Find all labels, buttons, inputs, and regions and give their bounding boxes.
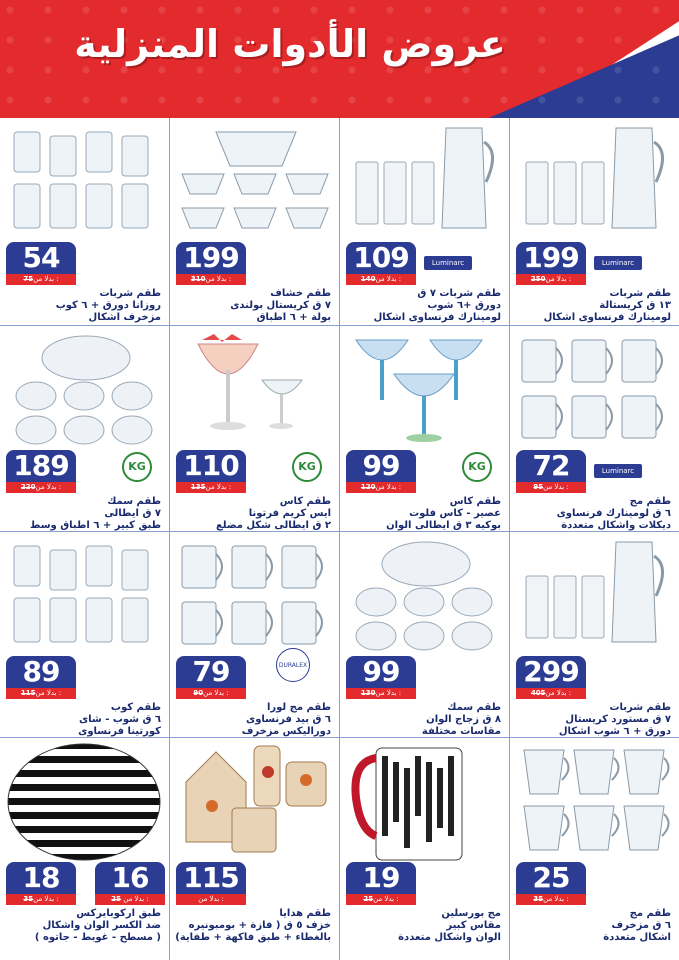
old-price: 310 <box>190 275 206 283</box>
description-line: طبق اركوبايركس <box>76 908 161 919</box>
was-prefix: بدلا من : <box>205 483 232 491</box>
description-line: طقم كاس <box>449 496 501 507</box>
was-prefix: بدلا من : <box>35 689 62 697</box>
was-prefix: بدلا من : <box>203 689 229 697</box>
description-line: اشكال متعددة <box>603 932 671 943</box>
price-tag: 89 <box>6 656 76 688</box>
was-price <box>516 894 586 905</box>
description-line: ٧ ق مستورد كريستال <box>565 714 671 725</box>
old-price: 250 <box>530 275 546 283</box>
was-prefix: بدلا من : <box>543 483 569 491</box>
product-card[interactable] <box>170 118 339 323</box>
kg-logo: KG <box>292 452 322 482</box>
old-price: 35 <box>533 895 544 903</box>
was-price <box>346 688 416 699</box>
description-line: بالغطاء + طبق فاكهة + طفاية) <box>175 932 331 943</box>
description-line: ٢ ق ايطالى شكل مضلع <box>215 520 331 531</box>
old-price: 115 <box>20 689 36 697</box>
was-prefix: بدلا من : <box>375 689 402 697</box>
was-price <box>176 482 246 493</box>
description-line: طقم شربات ٧ ق <box>417 288 501 299</box>
description-line: كورتينا فرنساوى <box>78 726 161 737</box>
price-tag: 99 <box>346 450 416 482</box>
product-image <box>6 122 163 244</box>
price-tag: 72 <box>516 450 586 482</box>
description-line: طقم كوب <box>110 702 161 713</box>
old-price: 220 <box>20 483 36 491</box>
old-price: 25 <box>363 895 374 903</box>
price-tag: 99 <box>346 656 416 688</box>
product-card[interactable] <box>510 532 679 737</box>
old-price: 95 <box>533 483 544 491</box>
product-card[interactable] <box>170 326 339 531</box>
header-banner <box>0 0 679 118</box>
kg-logo: KG <box>122 452 152 482</box>
was-price <box>516 688 586 699</box>
was-price-2 <box>95 894 165 905</box>
product-image <box>346 330 503 452</box>
old-price: 405 <box>530 689 546 697</box>
old-price: 130 <box>360 689 376 697</box>
description-line: طقم مج <box>629 496 671 507</box>
product-card[interactable] <box>340 532 509 737</box>
was-prefix: بدلا من : <box>373 895 399 903</box>
description-line: دوراليكس مزخرف <box>241 726 331 737</box>
was-prefix: بدلا من : <box>35 483 62 491</box>
was-prefix: بدلا من : <box>198 895 224 903</box>
product-description <box>6 908 161 944</box>
was-price <box>176 274 246 285</box>
product-description <box>346 496 501 532</box>
description-line: طقم سمك <box>107 496 161 507</box>
price-tag: 109 <box>346 242 416 274</box>
price-tag: 115 <box>176 862 246 894</box>
description-line: ٦ ق بيد فرنساوى <box>246 714 331 725</box>
product-description <box>176 288 331 324</box>
product-description <box>176 496 331 532</box>
old-price: 120 <box>360 483 376 491</box>
product-card[interactable] <box>340 326 509 531</box>
product-card[interactable] <box>510 118 679 323</box>
was-price <box>346 894 416 905</box>
description-line: طقم شربات <box>609 702 671 713</box>
was-prefix: بدلا من : <box>121 895 149 903</box>
product-description <box>516 908 671 944</box>
description-line: ضد الكسر الوان واشكال <box>42 920 161 931</box>
product-image <box>346 122 503 244</box>
price-tag: 25 <box>516 862 586 894</box>
product-card[interactable] <box>0 532 169 737</box>
was-prefix: بدلا من : <box>543 895 569 903</box>
luminarc-logo: Luminarc <box>424 256 472 270</box>
product-card[interactable] <box>0 326 169 531</box>
was-prefix: بدلا من : <box>375 483 402 491</box>
was-price <box>176 894 246 905</box>
description-line: الوان واشكال متعددة <box>398 932 501 943</box>
product-description <box>516 702 671 738</box>
was-price <box>516 482 586 493</box>
description-line: طقم خشاف <box>270 288 331 299</box>
product-image <box>6 330 163 452</box>
page-title: عروض الأدوات المنزلية <box>74 22 506 66</box>
product-image <box>516 330 673 452</box>
description-line: مزخرف اشكال <box>88 312 161 323</box>
product-description <box>176 702 331 738</box>
price-tag: 299 <box>516 656 586 688</box>
old-price-2: 25 <box>111 895 121 903</box>
price-tag: 18 <box>6 862 76 894</box>
was-price <box>6 688 76 699</box>
product-image <box>176 742 333 864</box>
was-price <box>6 482 76 493</box>
price-tag: 19 <box>346 862 416 894</box>
description-line: ديكلات واشكال متعددة <box>561 520 671 531</box>
product-description <box>346 288 501 324</box>
was-prefix: بدلا من : <box>33 275 59 283</box>
product-card[interactable] <box>340 738 509 943</box>
product-description <box>6 496 161 532</box>
description-line: دورق + ٦ شوب اشكال <box>558 726 671 737</box>
was-price <box>346 482 416 493</box>
was-price <box>6 274 76 285</box>
was-prefix: بدلا من : <box>545 275 572 283</box>
product-description <box>176 908 331 944</box>
description-line: طقم مج لورا <box>266 702 331 713</box>
was-prefix: بدلا من : <box>205 275 232 283</box>
description-line: ( مسطح - غويط - جاتوه ) <box>34 932 161 943</box>
description-line: طقم شربات <box>609 288 671 299</box>
price-tag: 79 <box>176 656 246 688</box>
was-price <box>516 274 586 285</box>
product-image <box>346 536 503 658</box>
product-card[interactable] <box>170 532 339 737</box>
was-price <box>176 688 246 699</box>
description-line: بولة + ٦ اطباق <box>256 312 331 323</box>
description-line: بوكيه ٣ ق ايطالى الوان <box>386 520 501 531</box>
product-description <box>516 496 671 532</box>
description-line: ٨ ق زجاج الوان <box>426 714 501 725</box>
was-prefix: بدلا من : <box>33 895 59 903</box>
was-price <box>346 274 416 285</box>
product-card[interactable] <box>0 738 169 943</box>
luminarc-logo: Luminarc <box>594 256 642 270</box>
description-line: مقاسات مختلفة <box>421 726 501 737</box>
price-tag: 110 <box>176 450 246 482</box>
description-line: ١٣ ق كريستالة <box>599 300 671 311</box>
was-prefix: بدلا من : <box>375 275 402 283</box>
product-image <box>346 742 503 864</box>
description-line: مقاس كبير <box>446 920 501 931</box>
price-tag: 199 <box>176 242 246 274</box>
description-line: لومينارك فرنساوى اشكال <box>543 312 671 323</box>
price-tag: 54 <box>6 242 76 274</box>
product-card[interactable] <box>170 738 339 943</box>
product-card[interactable] <box>510 738 679 943</box>
description-line: مج بورسلين <box>441 908 501 919</box>
product-image <box>6 536 163 658</box>
description-line: طقم هدايا <box>279 908 331 919</box>
description-line: طقم كاس <box>279 496 331 507</box>
duralex-logo: DURALEX <box>276 648 310 682</box>
description-line: خزف ٥ ق ( فازة + بومبونيره <box>188 920 331 931</box>
product-card[interactable] <box>510 326 679 531</box>
product-description <box>346 702 501 738</box>
description-line: طبق كبير + ٦ اطباق وسط <box>29 520 161 531</box>
description-line: طقم مج <box>629 908 671 919</box>
old-price: 35 <box>23 895 34 903</box>
product-card[interactable] <box>0 118 169 323</box>
description-line: طقم سمك <box>447 702 501 713</box>
kg-logo: KG <box>462 452 492 482</box>
was-price <box>6 894 76 905</box>
description-line: ٧ ق ايطالى <box>104 508 161 519</box>
description-line: ٦ ق لومينارك فرنساوى <box>556 508 671 519</box>
price-tag: 189 <box>6 450 76 482</box>
description-line: دورق +٦ شوب <box>427 300 501 311</box>
product-image <box>516 122 673 244</box>
old-price: 75 <box>23 275 34 283</box>
old-price: 140 <box>360 275 376 283</box>
was-prefix: بدلا من : <box>545 689 572 697</box>
price-tag: 199 <box>516 242 586 274</box>
description-line: ٧ ق كريستال بولندى <box>230 300 331 311</box>
product-image <box>176 122 333 244</box>
product-description <box>6 702 161 738</box>
description-line: روزانا دورق + ٦ كوب <box>55 300 161 311</box>
description-line: ايس كريم فرتونا <box>248 508 331 519</box>
product-image <box>176 330 333 452</box>
product-card[interactable] <box>340 118 509 323</box>
description-line: ٦ ق مزخرف <box>611 920 671 931</box>
old-price: 90 <box>193 689 204 697</box>
description-line: لومينارك فرنساوى اشكال <box>373 312 501 323</box>
price-tag-2: 16 <box>95 862 165 894</box>
product-description <box>516 288 671 324</box>
description-line: ٦ ق شوب - شاى <box>78 714 161 725</box>
product-image <box>6 742 163 864</box>
product-description <box>346 908 501 944</box>
product-image <box>176 536 333 658</box>
product-image <box>516 742 673 864</box>
old-price: 135 <box>190 483 206 491</box>
description-line: طقم شربات <box>99 288 161 299</box>
product-image <box>516 536 673 658</box>
product-description <box>6 288 161 324</box>
luminarc-logo: Luminarc <box>594 464 642 478</box>
description-line: عصير - كاس فلوت <box>409 508 501 519</box>
